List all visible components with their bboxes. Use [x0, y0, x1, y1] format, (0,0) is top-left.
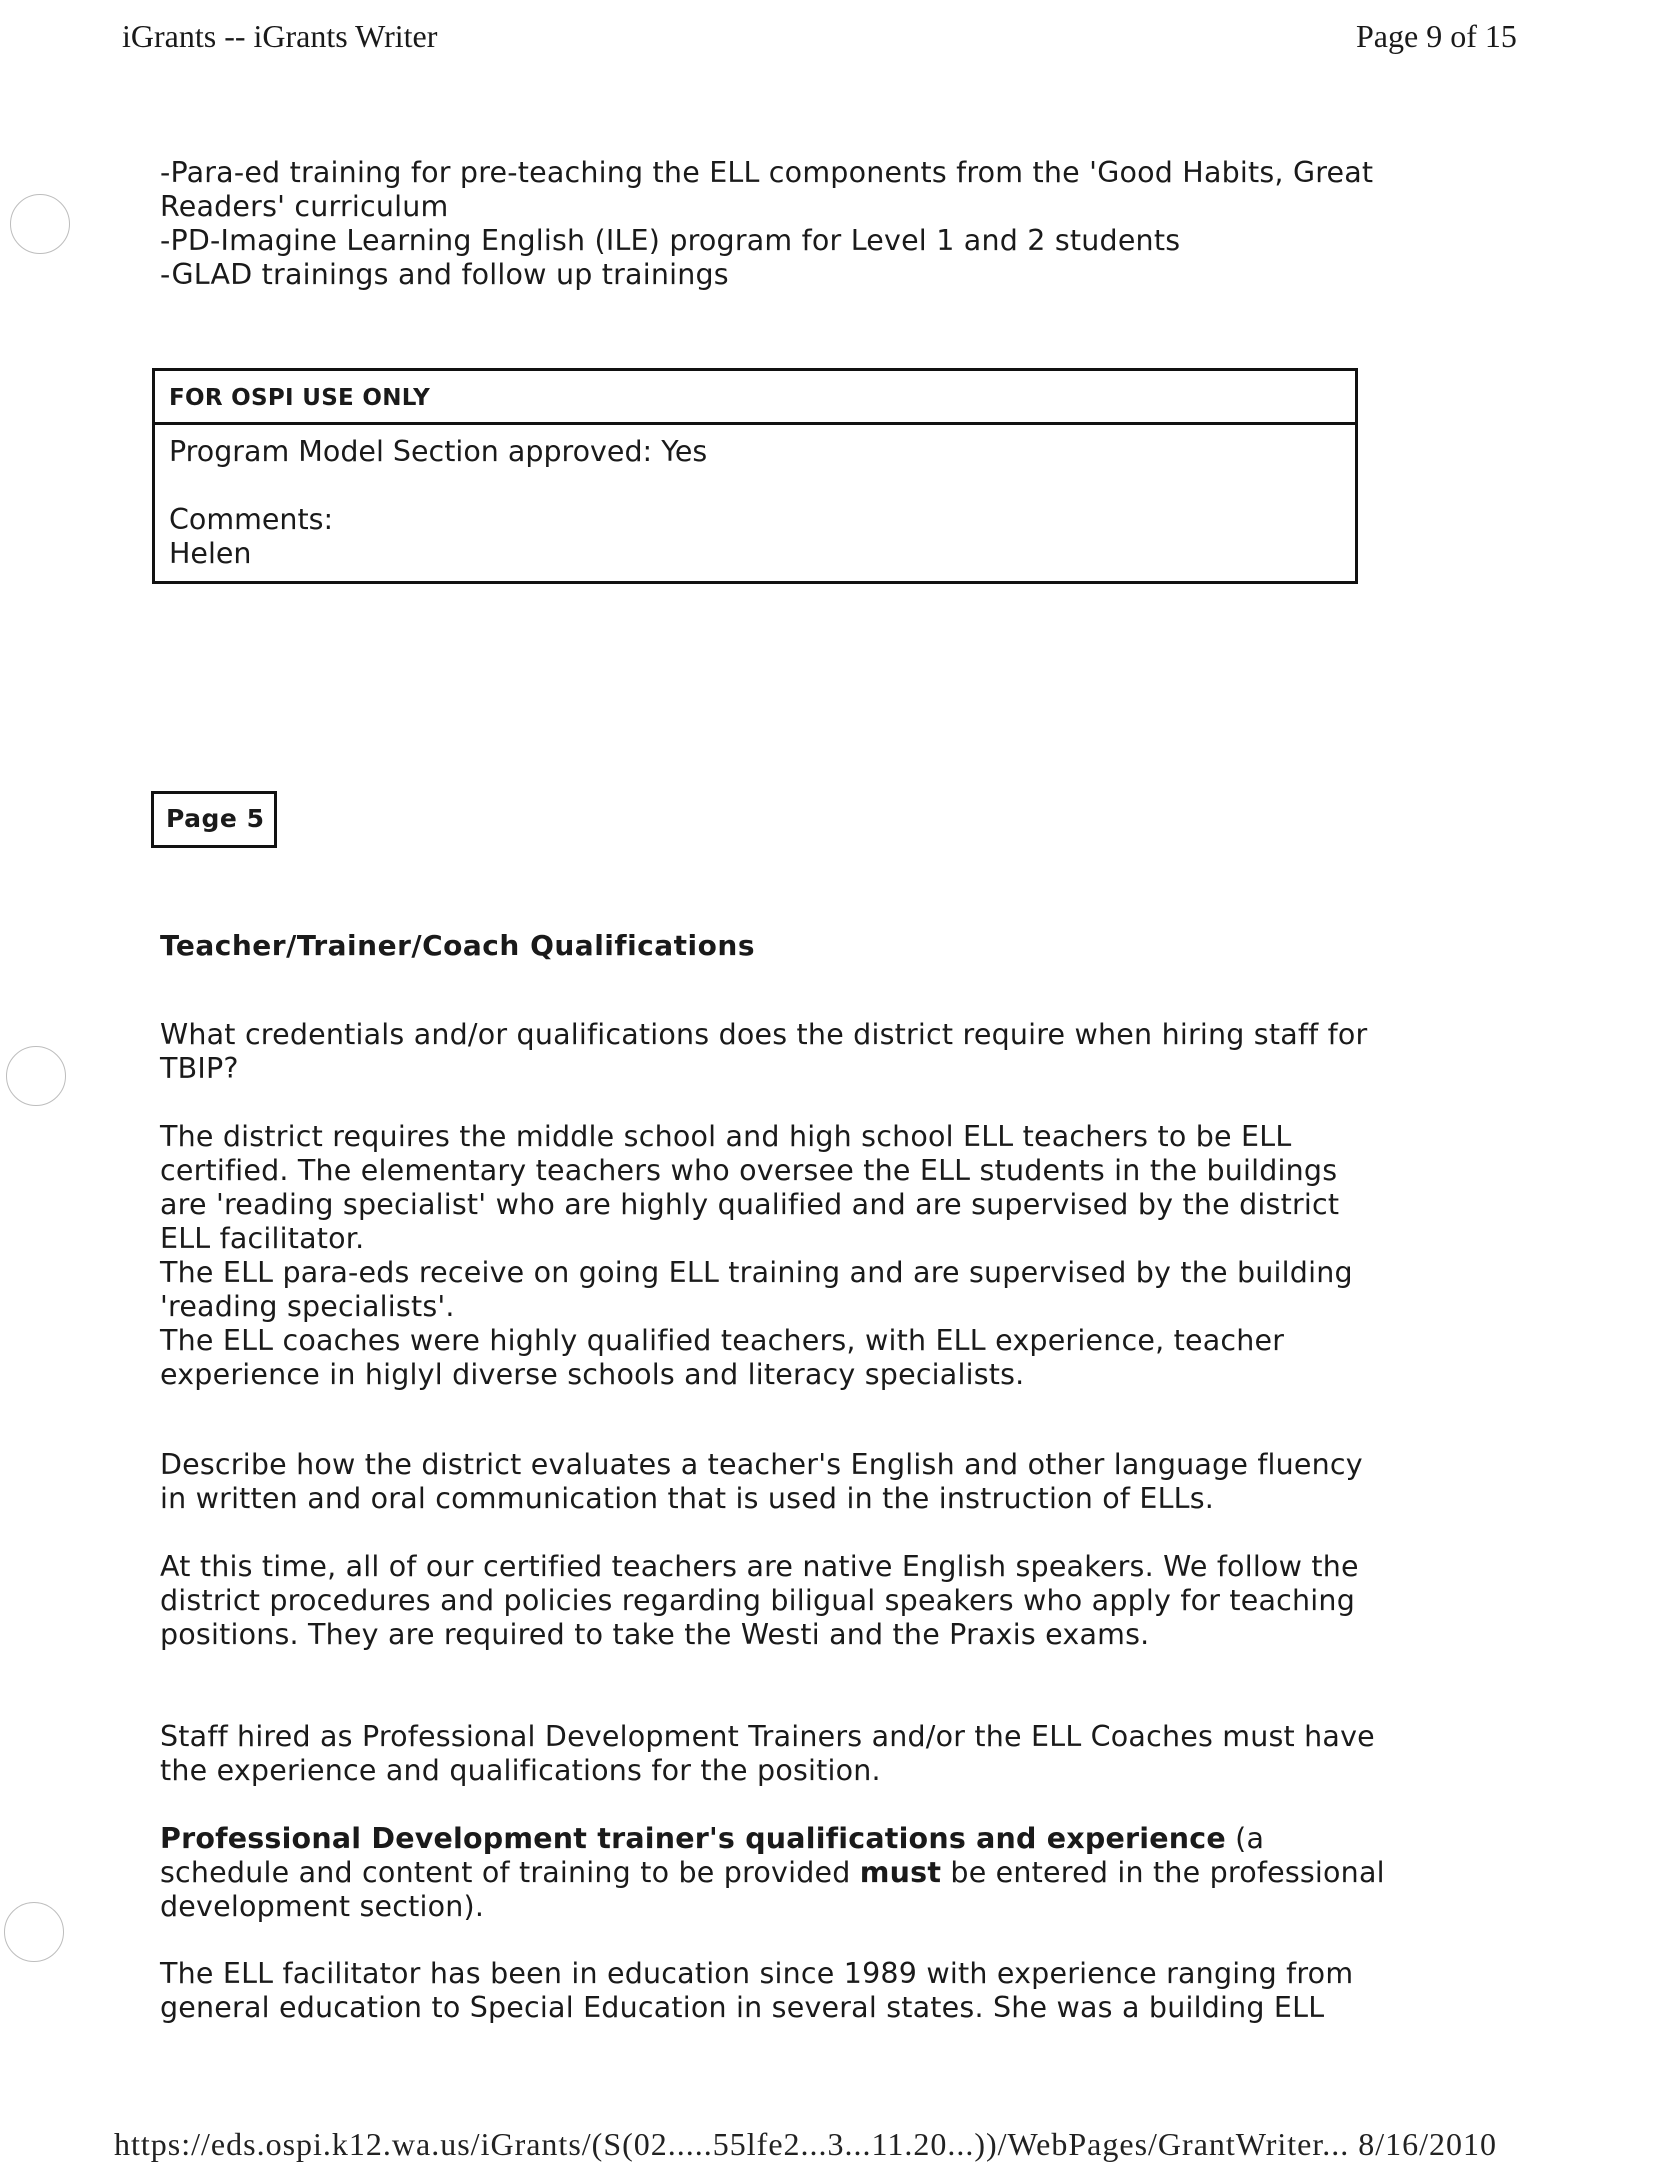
question-credentials: What credentials and/or qualifications does the district require when hiring staff for TBIP? — [160, 1018, 1368, 1085]
training-list — [160, 156, 1390, 292]
punch-hole-bottom — [4, 1902, 64, 1962]
footer-url: https://eds.ospi.k12.wa.us/iGrants/(S(02.....55lfe2...3...11.20...))/WebPages/GrantWriter... 8/16/2010 — [114, 2126, 1498, 2162]
list-item: -GLAD trainings and follow up trainings — [160, 258, 729, 291]
pd-heading-bold: Professional Development trainer's qualifications and experience — [160, 1822, 1226, 1855]
answer-paragraph: The district requires the middle school and high school ELL teachers to be ELL certified. The elementary teachers who oversee the ELL students in the buildings are 'reading specialist' who are highly qualified and are supervised by the district ELL facilitator. — [160, 1120, 1340, 1255]
question-language-fluency: Describe how the district evaluates a teacher's English and other language fluency in written and oral communication that is used in the instruction of ELLs. — [160, 1448, 1363, 1515]
answer-paragraph: The ELL coaches were highly qualified teachers, with ELL experience, teacher experience in higlyl diverse schools and literacy specialists. — [160, 1324, 1285, 1391]
pd-heading-text: (a schedule and content of training to be provided — [160, 1822, 1265, 1889]
facilitator-experience: The ELL facilitator has been in education since 1989 with experience ranging from general education to Special Education in several states. She was a building ELL — [160, 1957, 1354, 2024]
answer-credentials — [160, 1120, 1390, 1392]
section-title: Teacher/Trainer/Coach Qualifications — [160, 929, 755, 962]
list-item: -Para-ed training for pre-teaching the ELL components from the 'Good Habits, Great Readers' curriculum — [160, 156, 1374, 223]
pd-heading-text-end: be entered in the professional development section). — [160, 1856, 1385, 1923]
list-item: -PD-Imagine Learning English (ILE) program for Level 1 and 2 students — [160, 224, 1181, 257]
punch-hole-middle — [6, 1046, 66, 1106]
pd-heading-must: must — [859, 1856, 942, 1889]
approval-status: Program Model Section approved: Yes — [169, 435, 708, 468]
pd-qualifications-heading — [160, 1822, 1390, 1924]
punch-hole-top — [10, 194, 70, 254]
answer-paragraph: The ELL para-eds receive on going ELL training and are supervised by the building 'reading specialists'. — [160, 1256, 1353, 1323]
answer-language-fluency: At this time, all of our certified teachers are native English speakers. We follow the district procedures and policies regarding biligual speakers who apply for teaching positions. They are required to take the Westi and the Praxis exams. — [160, 1550, 1359, 1651]
page-section-label: Page 5 — [151, 791, 277, 848]
ospi-box-heading: FOR OSPI USE ONLY — [155, 371, 1355, 425]
ospi-use-only-box — [152, 368, 1358, 584]
staff-requirement-note: Staff hired as Professional Development Trainers and/or the ELL Coaches must have the experience and qualifications for the position. — [160, 1720, 1375, 1787]
comments-label: Comments: — [169, 503, 334, 536]
comments-value: Helen — [169, 537, 252, 570]
page-indicator: Page 9 of 15 — [1356, 18, 1517, 54]
app-title: iGrants -- iGrants Writer — [122, 18, 438, 54]
